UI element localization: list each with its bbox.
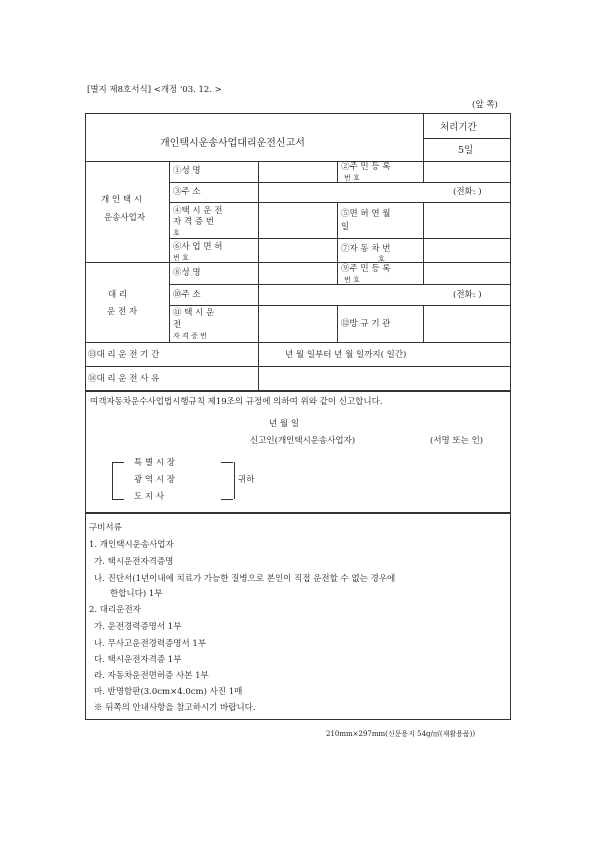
- field-name-input[interactable]: [259, 163, 336, 181]
- field-vehicle-no-label: ⑦자 동 차 번: [341, 244, 391, 254]
- driver-rrn-label: ⑨주 민 등 록: [341, 264, 391, 274]
- processing-period-value: 5일: [458, 145, 474, 156]
- docs-item: 마. 반명함판(3.0cm×4.0cm) 사진 1매: [94, 687, 243, 697]
- field-license-label-2: 자 격 증 번: [173, 217, 214, 227]
- field-name-label: ①성 명: [173, 166, 201, 176]
- section-owner-label-2: 운송사업자: [104, 213, 146, 223]
- docs-item: 라. 자동차운전면허증 사본 1부: [94, 671, 209, 681]
- driver-rrn-label-2: 번 호: [344, 276, 360, 284]
- field-phone-2: (전화: ): [453, 290, 482, 300]
- field-license-input[interactable]: [259, 203, 336, 237]
- issuing-agency-input[interactable]: [424, 306, 510, 341]
- issuing-agency-label: ⑫방 규 기 관: [341, 319, 391, 329]
- page-side-label: (앞 쪽): [472, 100, 498, 110]
- field-rrn-label: ②주 민 등 록: [341, 162, 391, 172]
- paper-spec: 210mm×297mm(신문용지 54g/㎡(재활용품)): [326, 730, 476, 738]
- reporter-label: 신고인(개인택시운송사업자): [250, 436, 356, 446]
- field-address-label: ③주 소: [173, 187, 201, 197]
- docs-item: 1. 개인택시운송사업자: [89, 540, 174, 550]
- driver-license-label-2: 전: [173, 320, 182, 330]
- signature-label[interactable]: (서명 또는 인): [430, 436, 484, 446]
- field-business-license-label: ⑥사 업 면 허: [173, 242, 223, 252]
- driver-license-label-3: 자 격 증 번: [173, 332, 207, 340]
- field-rrn-input[interactable]: [424, 163, 510, 181]
- field-license-date-label-1: ⑤면 허 연 월: [341, 209, 391, 219]
- field-license-date-label-2: 일: [341, 222, 350, 232]
- docs-item: 가. 운전경력증명서 1부: [94, 622, 182, 632]
- driver-address-input[interactable]: [259, 286, 449, 304]
- reason-label: ⑭대 리 운 전 사 유: [88, 374, 160, 384]
- form-number: [별지 제8호서식] <개정 '03. 12. >: [87, 85, 222, 95]
- field-business-license-label-2: 번 호: [173, 254, 189, 262]
- addressee-3: 도 지 사: [134, 492, 165, 502]
- addressee-1: 특 별 시 장: [134, 458, 175, 468]
- date-line: 년 월 일: [269, 419, 300, 429]
- driver-license-label-1: ⑪ 택 시 운: [173, 308, 215, 318]
- period-label: ⑬대 리 운 전 기 간: [88, 350, 160, 360]
- addressee-suffix: 귀하: [238, 475, 255, 485]
- field-business-license-input[interactable]: [259, 239, 336, 261]
- processing-period-label: 처리기간: [440, 122, 477, 133]
- declaration-text: 여객자동차운수사업법시행규칙 제19조의 규정에 의하여 위와 같이 신고합니다.: [90, 397, 383, 407]
- section-driver-label-1: 대 리: [108, 290, 128, 300]
- docs-item: 다. 택시운전자격증 1부: [94, 655, 182, 665]
- docs-item: 나. 진단서(1년이내에 치료가 가능한 질병으로 본인이 직접 운전할 수 없는 경우에: [94, 574, 396, 584]
- addressee-2: 광 역 시 장: [134, 475, 175, 485]
- field-vehicle-no-input[interactable]: [424, 239, 510, 261]
- field-phone-1: (전화: ): [453, 187, 482, 197]
- docs-item: 가. 택시운전자격증명: [94, 557, 174, 567]
- form-title: 개인택시운송사업대리운전신고서: [160, 138, 305, 149]
- driver-name-input[interactable]: [259, 263, 336, 283]
- driver-license-input[interactable]: [259, 306, 336, 341]
- field-license-label-3: 호: [173, 229, 180, 237]
- field-address-input[interactable]: [259, 184, 449, 201]
- docs-item: 2. 대리운전자: [89, 605, 141, 615]
- field-rrn-label-2: 번 호: [344, 174, 360, 182]
- driver-name-label: ⑧성 명: [173, 268, 201, 278]
- reason-input[interactable]: [259, 367, 510, 390]
- section-driver-label-2: 운 전 자: [107, 307, 138, 317]
- driver-address-label: ⑩주 소: [173, 290, 201, 300]
- driver-rrn-input[interactable]: [424, 263, 510, 283]
- field-license-date-input[interactable]: [424, 203, 510, 237]
- period-value[interactable]: 년 월 일부터 년 월 일까지( 일간): [285, 350, 407, 360]
- section-owner-label-1: 개 인 택 시: [101, 195, 142, 205]
- docs-note: ※ 뒤쪽의 안내사항을 참고하시기 바랍니다.: [94, 703, 256, 713]
- docs-item: 나. 무사고운전경력증명서 1부: [94, 639, 207, 649]
- docs-item: 한합니다) 1부: [110, 589, 163, 599]
- field-vehicle-no-label-2: 호: [378, 255, 385, 263]
- field-license-label-1: ④택 시 운 전: [173, 206, 223, 216]
- docs-title: 구비서류: [89, 523, 122, 533]
